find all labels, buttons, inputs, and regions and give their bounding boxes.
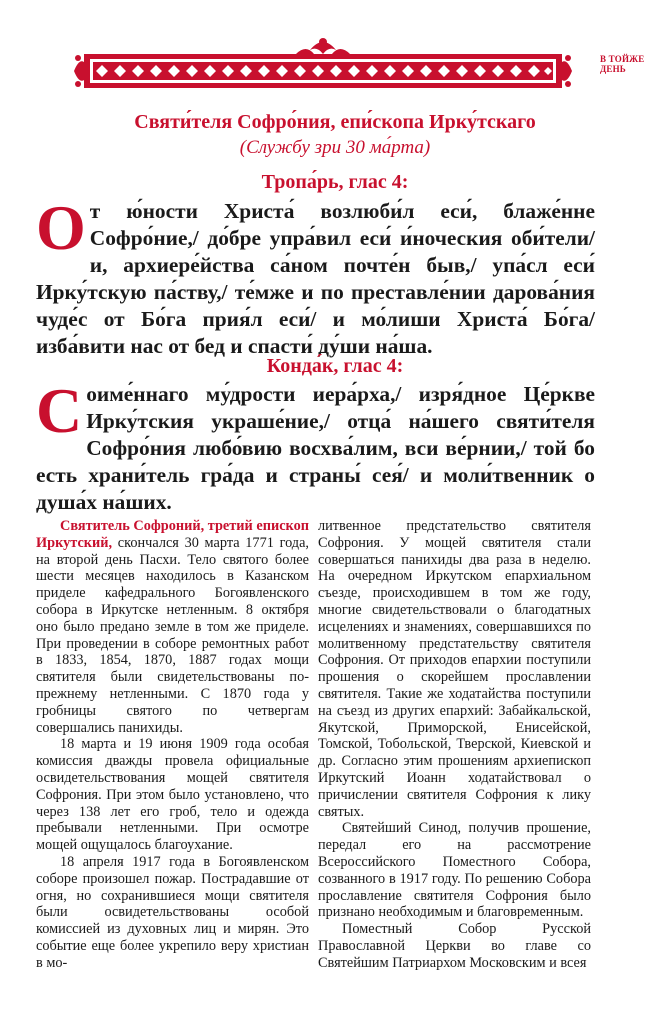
kontakion-body: оиме́ннаго му́дрости иера́рха,/ изря́дное Це́ркве Ирку́тския украше́ние,/ отца́ на́шего святи́теля Софро́ния любо́вию восхва́лим, вси ве́рнии,/ той бо есть храни́тель гра́да и страны́ сея́/ и моли́твенник о душа́х на́ших. — [36, 382, 595, 514]
feast-subtitle: (Службу зри 30 ма́рта) — [239, 137, 431, 158]
life-column-left — [36, 518, 309, 972]
life-paragraph-1 — [36, 518, 309, 736]
life-paragraph-2: 18 марта и 19 июня 1909 года особая комиссия дважды провела официальные освидетельствования мощей святителя Софрония. При этом было установлено, что через 138 лет его гроб, тело и одежда пребывали нетленными. При осмотре мощей ощущалось благоухание. — [36, 736, 309, 854]
life-paragraph-6: Поместный Собор Русской Православной Церкви во главе со Святейшим Патриархом Московским и всея — [318, 921, 591, 971]
life-paragraph-1-text: скончался 30 марта 1771 года, на второй день Пасхи. Тело святого более шести месяцев находилось в Казанском приделе кафедрального Богоявленского собора в Иркутске нетленным. 8 октября оно было предано земле в том же приделе. При проведении в соборе ремонтных работ в 1833, 1854, 1870, 1887 годах мощи святителя были свидетельствованы по-прежнему нетленными. С 1870 года у гробницы святого по четвергам совершались панихиды. — [36, 534, 310, 736]
side-note: В ТОЙЖЕ ДЕНЬ — [600, 54, 645, 74]
life-paragraph-4: литвенное предстательство святителя Софрония. У мощей святителя стали совершаться панихиды два раза в неделю. На очередном Иркутском епархиальном съезде, происходившем в том же году, многие свидетельствовали о благодатных исцелениях и знамениях, совершавшихся по молитвенному предстательству святителя Софрония. От приходов епархии поступили прошения о скорейшем прославлении святителя. Такие же ходатайства поступили на съезд из других епархий: Забайкальской, Якутской, Приморской, Енисейской, Томской, Тобольской, Тверской, Киевской и др. Согласно этим прошениям архиепископ Иркутский Иоанн ходатайствовал о причислении святителя Софрония к лику святых. — [318, 518, 591, 820]
troparion-dropcap: О — [36, 192, 86, 263]
kontakion-text — [36, 375, 595, 516]
kontakion-dropcap: С — [36, 375, 83, 446]
life-paragraph-5: Святейший Синод, получив прошение, передал его на рассмотрение Всероссийского Поместного Собора, созванного в 1917 году. По решению Собора прославление святителя Софрония было признано необходимым и благовременным. — [318, 820, 591, 921]
ornament-header — [74, 36, 572, 94]
life-lead: Святитель Софроний, третий епископ Иркутский, — [36, 518, 309, 551]
life-paragraph-3: 18 апреля 1917 года в Богоявленском соборе произошел пожар. Пострадавшие от огня, но сохранившиеся мощи святителя были освидетельствованы особой комиссией из духовных лиц и мирян. Это событие еще более укрепило веру христиан в мо- — [36, 853, 309, 971]
troparion-text — [36, 192, 595, 360]
troparion-heading: Тропа́рь, глас 4: — [261, 171, 409, 193]
life-column-right — [318, 518, 591, 972]
feast-title: Святи́теля Софро́ния, епи́скопа Ирку́тскаго — [134, 111, 536, 133]
kontakion-heading: Конда́к, глас 4: — [266, 355, 404, 377]
troparion-body: т ю́ности Христа́ возлюби́л еси́, блаже́нне Софро́ние,/ до́бре упра́вил еси́ и́ноческия оби́тели/ и, архиере́йства са́ном почте́н быв,/ упа́сл еси́ Ирку́тскую па́ству,/ те́мже и по преставле́нии дарова́ния чуде́с от Бо́га прия́л еси́/ и мо́лиши Христа́ Бо́га/ изба́вити нас от бед и спасти́ ду́ши на́ша. — [36, 199, 595, 358]
